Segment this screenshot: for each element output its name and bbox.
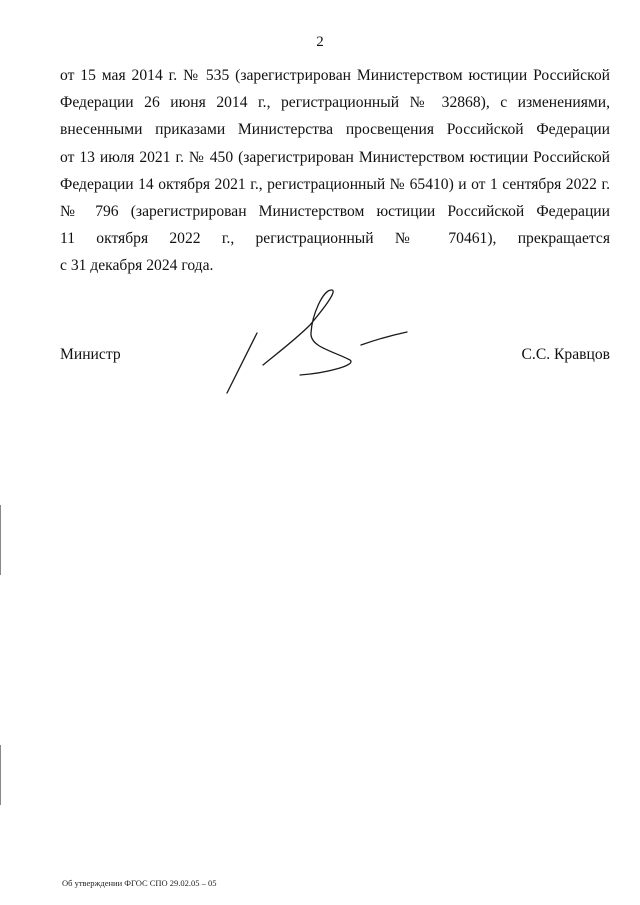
text-line: Федерации 26 июня 2014 г., регистрационный № 32868), с изменениями,: [60, 94, 610, 112]
text-line: с 31 декабря 2024 года.: [60, 257, 214, 275]
text-line: внесенными приказами Министерства просвещения Российской Федерации: [60, 121, 610, 139]
signatory-name: С.С. Кравцов: [521, 346, 610, 363]
text-line: 11 октября 2022 г., регистрационный № 70461), прекращается: [60, 230, 610, 248]
text-line: Федерации 14 октября 2021 г., регистрационный № 65410) и от 1 сентября 2022 г.: [60, 175, 610, 193]
signatory-title: Министр: [60, 346, 121, 363]
body-text: [60, 62, 610, 280]
text-line: № 796 (зарегистрирован Министерством юстиции Российской Федерации: [60, 203, 610, 221]
scan-edge-mark: [0, 745, 1, 805]
text-line: от 13 июля 2021 г. № 450 (зарегистрирован Министерством юстиции Российской: [60, 148, 610, 166]
document-footer: Об утверждении ФГОС СПО 29.02.05 – 05: [62, 878, 217, 888]
page-number: 2: [316, 34, 324, 50]
handwritten-signature: [215, 285, 415, 405]
scan-edge-mark: [0, 505, 1, 575]
text-line: от 15 мая 2014 г. № 535 (зарегистрирован Министерством юстиции Российской: [60, 67, 610, 84]
